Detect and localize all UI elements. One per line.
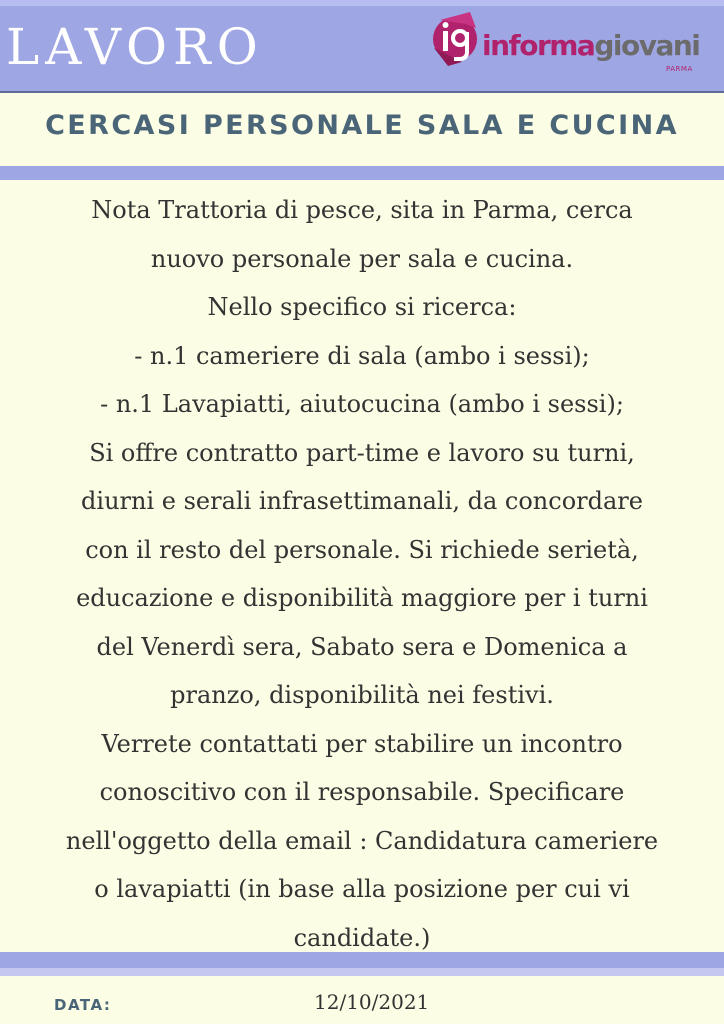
date-label: DATA: (54, 996, 112, 1014)
description-line: Verrete contattati per stabilire un incontro (101, 729, 623, 758)
description-line: Nello specifico si ricerca: (207, 293, 517, 321)
ig-logo-icon (426, 8, 484, 70)
description-line: nuovo personale per sala e cucina. (150, 244, 574, 273)
description-line: Si offre contratto part-time e lavoro su turni, (89, 438, 635, 467)
description-line: diurni e serali infrasettimanali, da concordare (81, 487, 643, 515)
description-line: del Venerdì sera, Sabato sera e Domenica a (96, 632, 628, 661)
description-line: pranzo, disponibilità nei festivi. (170, 681, 554, 709)
footer-band (0, 952, 724, 968)
description-line: conoscitivo con il responsabile. Specificare (99, 778, 625, 806)
date-value: 12/10/2021 (314, 990, 430, 1014)
description-line: o lavapiatti (in base alla posizione per cui vi (94, 875, 630, 903)
description-line: - n.1 Lavapiatti, aiutocucina (ambo i sessi); (100, 390, 624, 418)
description-line: nell'oggetto della email : Candidatura cameriere (65, 826, 659, 855)
title-divider-band (0, 166, 724, 180)
footer-band-light (0, 968, 724, 976)
description-line: - n.1 cameriere di sala (ambo i sessi); (134, 341, 590, 370)
header-divider (0, 91, 724, 93)
category-title: LAVORO (6, 18, 264, 76)
job-description (20, 186, 704, 962)
description-line: Nota Trattoria di pesce, sita in Parma, cerca (91, 196, 633, 224)
logo-word-part2: giovani (594, 29, 700, 62)
header-stripe (0, 0, 724, 6)
informagiovani-logo (426, 8, 698, 78)
page-title: CERCASI PERSONALE SALA E CUCINA (45, 110, 679, 141)
logo-subtitle: PARMA (666, 65, 693, 73)
description-line: con il resto del personale. Si richiede serietà, (85, 535, 639, 564)
logo-word-part1: informa (482, 29, 595, 62)
header-band (0, 0, 724, 92)
description-line: educazione e disponibilità maggiore per i turni (76, 584, 648, 612)
description-line: candidate.) (293, 923, 431, 952)
logo-wordmark (482, 29, 700, 62)
